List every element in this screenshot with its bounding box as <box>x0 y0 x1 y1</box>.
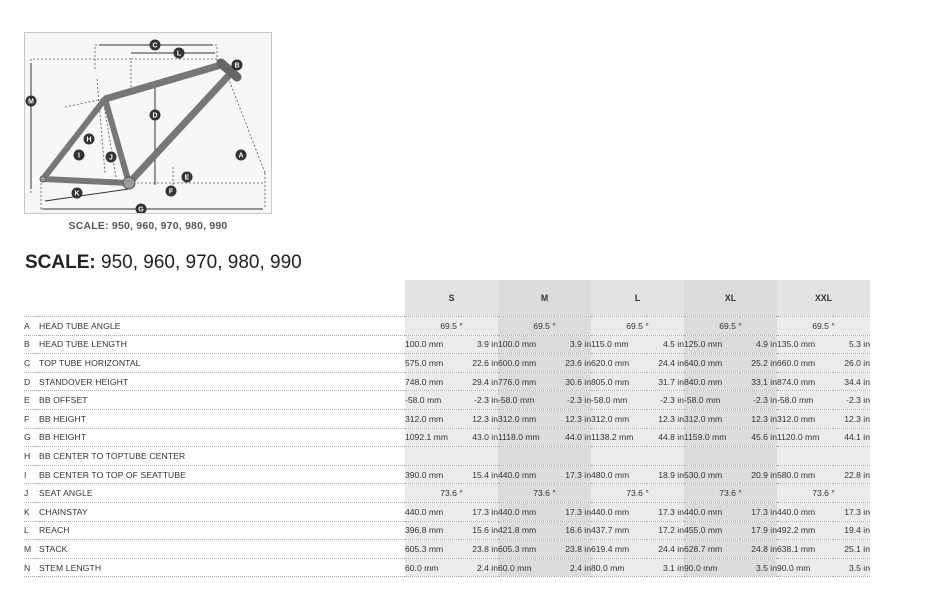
svg-text:E: E <box>184 174 190 182</box>
row-value-mm: 100.0 mm <box>405 335 461 354</box>
row-value-mm: 421.8 mm <box>498 521 554 540</box>
row-value-mm: 135.0 mm <box>777 335 833 354</box>
row-value-mm: 90.0 mm <box>684 558 740 577</box>
row-value-mm: 530.0 mm <box>684 465 740 484</box>
row-value-in: 44.1 in <box>833 428 870 447</box>
row-value-in: 12.3 in <box>647 409 684 428</box>
row-value-in: 12.3 in <box>833 409 870 428</box>
row-value-mm: 480.0 mm <box>591 465 647 484</box>
table-row <box>24 409 870 428</box>
row-value-in: -2.3 in <box>554 391 591 410</box>
row-value-empty <box>777 447 870 466</box>
row-value-mm: 312.0 mm <box>591 409 647 428</box>
row-value-in: 2.4 in <box>554 558 591 577</box>
row-value-mm: 640.0 mm <box>684 354 740 373</box>
row-value-in: 44.0 in <box>554 428 591 447</box>
row-value-mm: 575.0 mm <box>405 354 461 373</box>
row-letter: J <box>24 484 39 503</box>
table-row <box>24 447 870 466</box>
row-value-empty <box>498 447 591 466</box>
table-row <box>24 317 870 336</box>
row-value-mm: 90.0 mm <box>777 558 833 577</box>
row-value-mm: 100.0 mm <box>498 335 554 354</box>
row-value-mm: 628.7 mm <box>684 540 740 559</box>
row-value-angle: 69.5 ° <box>498 317 591 336</box>
row-value-in: 17.3 in <box>461 502 498 521</box>
row-value-in: 4.9 in <box>740 335 777 354</box>
row-value-in: 3.1 in <box>647 558 684 577</box>
row-measurement-name: HEAD TUBE ANGLE <box>39 317 405 336</box>
row-value-empty <box>591 447 684 466</box>
svg-text:D: D <box>152 112 158 120</box>
row-measurement-name: BB CENTER TO TOPTUBE CENTER <box>39 447 405 466</box>
table-row <box>24 558 870 577</box>
geometry-table-body <box>24 317 870 577</box>
row-value-in: -2.3 in <box>647 391 684 410</box>
table-row <box>24 335 870 354</box>
row-value-angle: 69.5 ° <box>405 317 498 336</box>
row-value-in: 17.9 in <box>740 521 777 540</box>
row-value-mm: 60.0 mm <box>498 558 554 577</box>
row-value-mm: 619.4 mm <box>591 540 647 559</box>
row-value-mm: 312.0 mm <box>405 409 461 428</box>
row-value-mm: 455.0 mm <box>684 521 740 540</box>
section-title-bold: SCALE: <box>25 252 96 273</box>
size-header-xl: XL <box>684 280 777 317</box>
table-row <box>24 391 870 410</box>
row-value-mm: 80.0 mm <box>591 558 647 577</box>
svg-text:J: J <box>109 154 113 162</box>
row-value-mm: 396.8 mm <box>405 521 461 540</box>
row-value-in: 22.8 in <box>833 465 870 484</box>
row-measurement-name: REACH <box>39 521 405 540</box>
row-letter: K <box>24 502 39 521</box>
table-row <box>24 502 870 521</box>
row-value-mm: 60.0 mm <box>405 558 461 577</box>
row-value-mm: 1118.0 mm <box>498 428 554 447</box>
row-value-mm: 1092.1 mm <box>405 428 461 447</box>
row-measurement-name: BB HEIGHT <box>39 428 405 447</box>
svg-text:C: C <box>152 42 158 50</box>
row-value-in: 24.8 in <box>740 540 777 559</box>
row-value-mm: 580.0 mm <box>777 465 833 484</box>
row-value-angle: 73.6 ° <box>498 484 591 503</box>
row-value-in: 45.6 in <box>740 428 777 447</box>
row-value-mm: 605.3 mm <box>405 540 461 559</box>
row-value-angle: 69.5 ° <box>591 317 684 336</box>
row-value-in: 18.9 in <box>647 465 684 484</box>
table-row <box>24 354 870 373</box>
row-letter: D <box>24 372 39 391</box>
row-measurement-name: HEAD TUBE LENGTH <box>39 335 405 354</box>
row-value-empty <box>684 447 777 466</box>
row-value-mm: 1159.0 mm <box>684 428 740 447</box>
row-value-mm: 125.0 mm <box>684 335 740 354</box>
row-value-mm: 115.0 mm <box>591 335 647 354</box>
row-value-mm: -58.0 mm <box>684 391 740 410</box>
svg-text:K: K <box>74 190 80 198</box>
row-value-mm: 440.0 mm <box>591 502 647 521</box>
row-value-mm: 776.0 mm <box>498 372 554 391</box>
row-value-mm: 440.0 mm <box>498 502 554 521</box>
row-letter: A <box>24 317 39 336</box>
row-measurement-name: BB CENTER TO TOP OF SEATTUBE <box>39 465 405 484</box>
row-value-in: 3.9 in <box>461 335 498 354</box>
row-value-in: 17.3 in <box>647 502 684 521</box>
row-value-in: 17.2 in <box>647 521 684 540</box>
section-title-rest: 950, 960, 970, 980, 990 <box>101 252 302 273</box>
frame-drawing <box>25 33 271 213</box>
row-value-in: 20.9 in <box>740 465 777 484</box>
row-value-mm: 605.3 mm <box>498 540 554 559</box>
row-value-mm: 660.0 mm <box>777 354 833 373</box>
row-measurement-name: TOP TUBE HORIZONTAL <box>39 354 405 373</box>
size-header-m: M <box>498 280 591 317</box>
row-letter: I <box>24 465 39 484</box>
row-value-in: -2.3 in <box>461 391 498 410</box>
frame-geometry-diagram <box>24 32 272 214</box>
row-letter: N <box>24 558 39 577</box>
row-measurement-name: SEAT ANGLE <box>39 484 405 503</box>
row-value-mm: 600.0 mm <box>498 354 554 373</box>
row-value-angle: 73.6 ° <box>684 484 777 503</box>
table-row <box>24 540 870 559</box>
row-letter: B <box>24 335 39 354</box>
row-measurement-name: STACK <box>39 540 405 559</box>
row-value-mm: 1120.0 mm <box>777 428 833 447</box>
row-letter: E <box>24 391 39 410</box>
row-value-angle: 69.5 ° <box>684 317 777 336</box>
row-value-in: 23.6 in <box>554 354 591 373</box>
row-value-in: 12.3 in <box>554 409 591 428</box>
row-value-in: 12.3 in <box>461 409 498 428</box>
row-value-in: 3.9 in <box>554 335 591 354</box>
row-value-mm: 620.0 mm <box>591 354 647 373</box>
diagram-caption: SCALE: 950, 960, 970, 980, 990 <box>68 220 228 232</box>
row-value-in: 16.6 in <box>554 521 591 540</box>
row-value-in: 30.6 in <box>554 372 591 391</box>
row-value-in: 23.8 in <box>554 540 591 559</box>
svg-text:A: A <box>238 152 244 160</box>
row-value-mm: 1138.2 mm <box>591 428 647 447</box>
bike-frame <box>40 62 240 189</box>
row-measurement-name: CHAINSTAY <box>39 502 405 521</box>
svg-text:B: B <box>234 62 240 70</box>
row-value-mm: 638.1 mm <box>777 540 833 559</box>
row-letter: L <box>24 521 39 540</box>
row-value-in: 34.4 in <box>833 372 870 391</box>
table-row <box>24 428 870 447</box>
row-value-in: 15.4 in <box>461 465 498 484</box>
row-value-mm: 312.0 mm <box>777 409 833 428</box>
row-value-in: 15.6 in <box>461 521 498 540</box>
row-value-mm: -58.0 mm <box>498 391 554 410</box>
row-value-in: 25.2 in <box>740 354 777 373</box>
size-header-row <box>24 280 870 317</box>
row-value-in: 3.5 in <box>740 558 777 577</box>
svg-text:G: G <box>138 206 144 213</box>
row-value-in: 29.4 in <box>461 372 498 391</box>
row-value-in: 17.3 in <box>554 465 591 484</box>
row-value-mm: 805.0 mm <box>591 372 647 391</box>
row-value-in: 22.6 in <box>461 354 498 373</box>
row-value-in: 24.4 in <box>647 354 684 373</box>
size-header-l: L <box>591 280 684 317</box>
row-value-in: 44.8 in <box>647 428 684 447</box>
row-value-mm: 748.0 mm <box>405 372 461 391</box>
row-value-mm: 440.0 mm <box>684 502 740 521</box>
row-value-in: 19.4 in <box>833 521 870 540</box>
row-value-mm: -58.0 mm <box>591 391 647 410</box>
row-value-in: 23.8 in <box>461 540 498 559</box>
row-value-angle: 73.6 ° <box>777 484 870 503</box>
row-value-in: 17.3 in <box>740 502 777 521</box>
row-value-in: -2.3 in <box>740 391 777 410</box>
row-value-in: 31.7 in <box>647 372 684 391</box>
row-value-angle: 69.5 ° <box>777 317 870 336</box>
row-value-mm: 840.0 mm <box>684 372 740 391</box>
row-value-mm: 874.0 mm <box>777 372 833 391</box>
row-value-angle: 73.6 ° <box>591 484 684 503</box>
row-value-in: 2.4 in <box>461 558 498 577</box>
row-value-in: 5.3 in <box>833 335 870 354</box>
row-value-angle: 73.6 ° <box>405 484 498 503</box>
svg-text:I: I <box>78 152 80 160</box>
row-value-mm: 437.7 mm <box>591 521 647 540</box>
svg-text:L: L <box>176 50 182 58</box>
row-measurement-name: BB HEIGHT <box>39 409 405 428</box>
row-value-mm: 312.0 mm <box>684 409 740 428</box>
row-value-empty <box>405 447 498 466</box>
size-header-xxl: XXL <box>777 280 870 317</box>
svg-text:M: M <box>28 98 34 106</box>
row-value-in: 24.4 in <box>647 540 684 559</box>
table-row <box>24 372 870 391</box>
geometry-table <box>24 280 870 577</box>
row-value-in: 43.0 in <box>461 428 498 447</box>
row-letter: M <box>24 540 39 559</box>
size-header-s: S <box>405 280 498 317</box>
row-value-in: 25.1 in <box>833 540 870 559</box>
table-row <box>24 465 870 484</box>
row-measurement-name: BB OFFSET <box>39 391 405 410</box>
row-value-in: 33.1 in <box>740 372 777 391</box>
row-value-in: 4.5 in <box>647 335 684 354</box>
row-value-in: 26.0 in <box>833 354 870 373</box>
row-value-in: 17.3 in <box>554 502 591 521</box>
row-letter: C <box>24 354 39 373</box>
table-row <box>24 521 870 540</box>
svg-text:H: H <box>86 136 92 144</box>
row-value-mm: -58.0 mm <box>777 391 833 410</box>
svg-text:F: F <box>168 188 174 196</box>
row-value-in: -2.3 in <box>833 391 870 410</box>
section-title <box>25 252 302 274</box>
row-letter: G <box>24 428 39 447</box>
row-letter: H <box>24 447 39 466</box>
row-value-mm: 390.0 mm <box>405 465 461 484</box>
row-value-mm: 440.0 mm <box>498 465 554 484</box>
row-value-mm: 440.0 mm <box>777 502 833 521</box>
row-value-in: 3.5 in <box>833 558 870 577</box>
row-value-mm: 440.0 mm <box>405 502 461 521</box>
row-measurement-name: STEM LENGTH <box>39 558 405 577</box>
row-value-mm: 312.0 mm <box>498 409 554 428</box>
row-value-mm: -58.0 mm <box>405 391 461 410</box>
row-measurement-name: STANDOVER HEIGHT <box>39 372 405 391</box>
row-value-in: 12.3 in <box>740 409 777 428</box>
row-value-mm: 492.2 mm <box>777 521 833 540</box>
row-letter: F <box>24 409 39 428</box>
row-value-in: 17.3 in <box>833 502 870 521</box>
table-row <box>24 484 870 503</box>
